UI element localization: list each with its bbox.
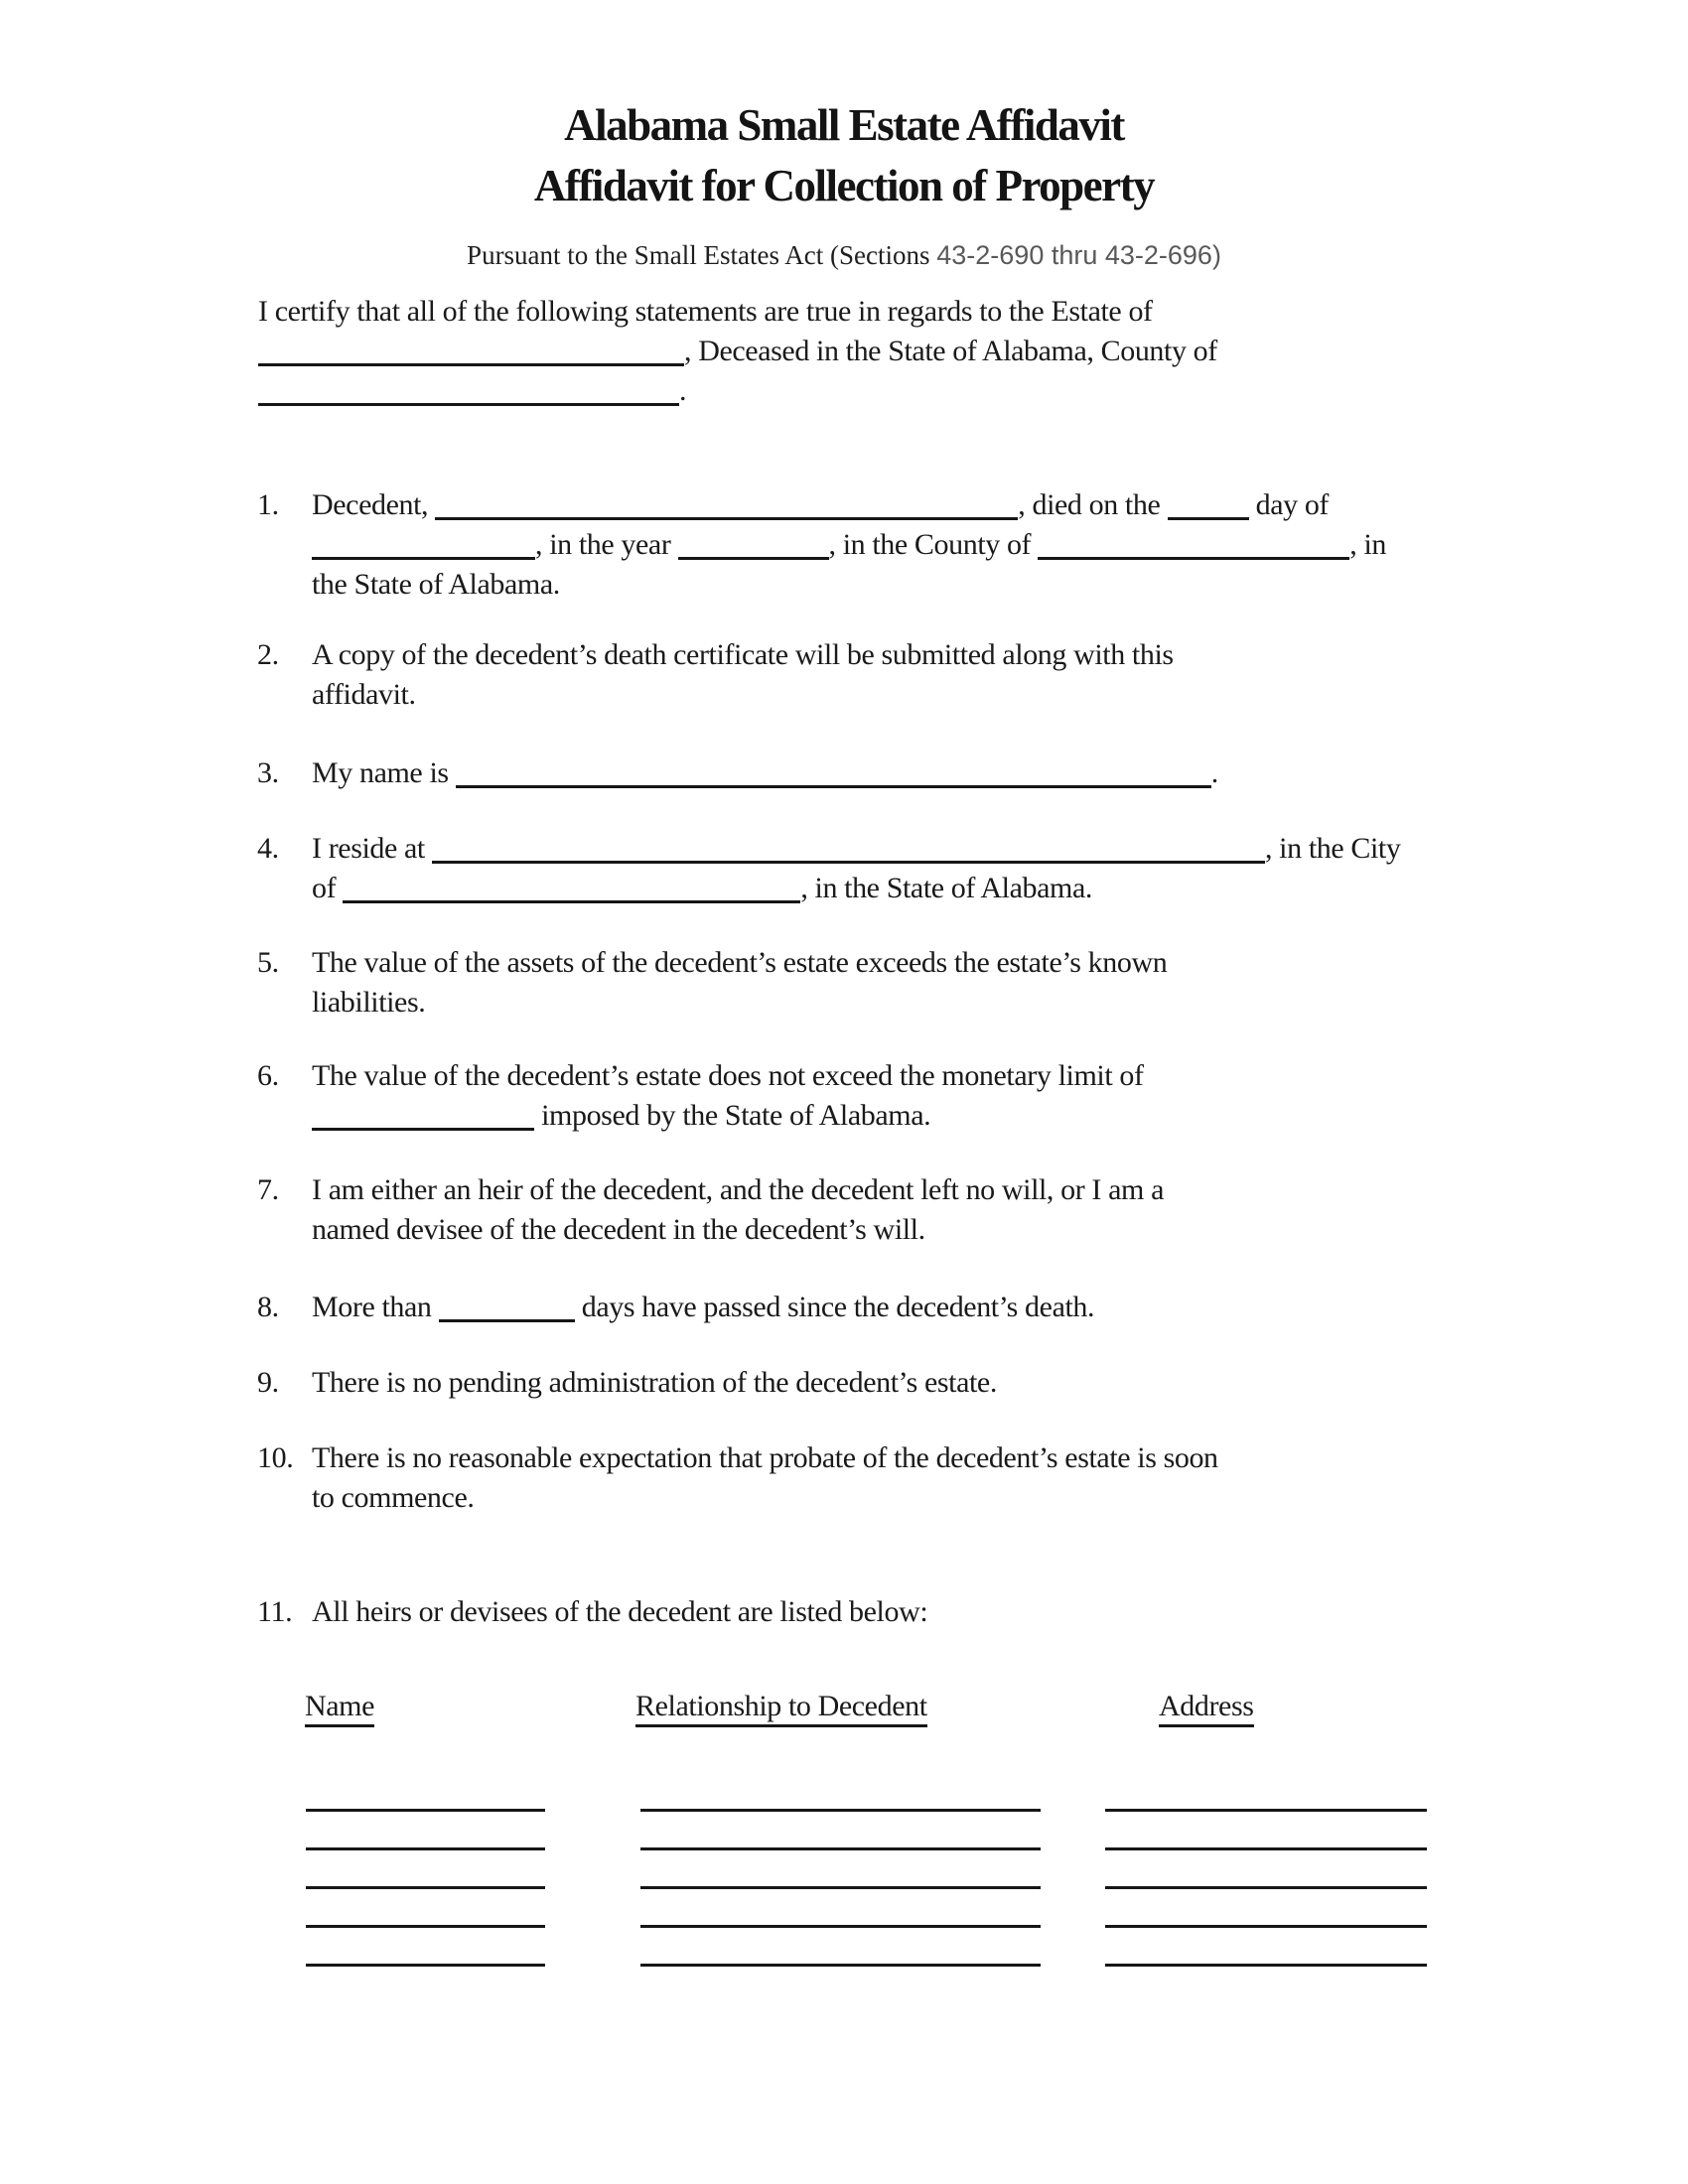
- subtitle-close-paren: ): [1211, 240, 1221, 270]
- heir-row-5-relationship-blank[interactable]: [640, 1964, 1041, 1967]
- item-4-text: I reside at: [312, 832, 425, 865]
- column-header-relationship: Relationship to Decedent: [635, 1690, 927, 1727]
- days-passed-blank[interactable]: [439, 1319, 575, 1322]
- item-3-body: [312, 753, 1508, 793]
- list-item-4: [257, 829, 1508, 908]
- item-4-text: of: [312, 872, 337, 904]
- item-number: 3.: [257, 756, 279, 789]
- item-1-body: [312, 485, 1508, 605]
- heir-row-1-relationship-blank[interactable]: [640, 1809, 1041, 1812]
- estate-of-blank[interactable]: [258, 363, 684, 366]
- item-number: 6.: [257, 1059, 279, 1092]
- item-1-text: the State of Alabama.: [312, 568, 560, 601]
- intro-line1: I certify that all of the following statements are true in regards to the Estate of: [258, 295, 1153, 328]
- item-3-text: .: [1210, 756, 1218, 789]
- item-number: 2.: [257, 638, 279, 671]
- item-11-text: All heirs or devisees of the decedent are listed below:: [312, 1595, 928, 1628]
- item-number: 1.: [257, 488, 279, 521]
- heir-row-3-address-blank[interactable]: [1105, 1886, 1427, 1889]
- heir-row-1-address-blank[interactable]: [1105, 1809, 1427, 1812]
- item-8-body: [312, 1288, 1508, 1327]
- list-item-7: [257, 1170, 1508, 1250]
- item-6-text: The value of the decedent’s estate does not exceed the monetary limit of: [312, 1059, 1144, 1092]
- subtitle-prefix: Pursuant to the Small Estates Act (Sections: [467, 240, 937, 270]
- item-1-text: , in the year: [535, 528, 671, 561]
- death-month-blank[interactable]: [312, 557, 535, 560]
- item-5-text: liabilities.: [312, 986, 426, 1019]
- item-2-body: [312, 635, 1508, 715]
- item-1-text: Decedent,: [312, 488, 429, 521]
- heir-row-5-address-blank[interactable]: [1105, 1964, 1427, 1967]
- county-of-blank[interactable]: [258, 403, 679, 406]
- heir-row-1-name-blank[interactable]: [306, 1809, 545, 1812]
- item-number: 4.: [257, 832, 279, 865]
- item-number: 10.: [257, 1441, 294, 1474]
- column-header-name: Name: [305, 1690, 374, 1727]
- item-9-body: [312, 1363, 1508, 1403]
- item-10-body: [312, 1438, 1508, 1518]
- item-5-text: The value of the assets of the decedent’s estate exceeds the estate’s known: [312, 946, 1168, 979]
- item-2-text: A copy of the decedent’s death certificate will be submitted along with this: [312, 638, 1174, 671]
- item-number: 8.: [257, 1291, 279, 1323]
- document-title-line1: Alabama Small Estate Affidavit: [564, 100, 1124, 150]
- item-1-text: day of: [1255, 488, 1330, 521]
- intro-paragraph: [258, 292, 1509, 411]
- item-10-text: to commence.: [312, 1481, 475, 1514]
- item-1-text: , in: [1349, 528, 1387, 561]
- list-item-10: [257, 1438, 1508, 1518]
- item-4-text: , in the State of Alabama.: [800, 872, 1092, 904]
- item-8-text: More than: [312, 1291, 432, 1323]
- item-1-text: , in the County of: [828, 528, 1032, 561]
- heir-row-4-relationship-blank[interactable]: [640, 1925, 1041, 1928]
- column-header-address: Address: [1159, 1690, 1254, 1727]
- heir-row-3-name-blank[interactable]: [306, 1886, 545, 1889]
- heir-row-2-address-blank[interactable]: [1105, 1847, 1427, 1850]
- monetary-limit-blank[interactable]: [312, 1128, 534, 1131]
- item-number: 11.: [257, 1595, 293, 1628]
- item-number: 9.: [257, 1366, 279, 1399]
- affiant-name-blank[interactable]: [456, 785, 1211, 788]
- heir-row-5-name-blank[interactable]: [306, 1964, 545, 1967]
- item-number: 5.: [257, 946, 279, 979]
- item-2-text: affidavit.: [312, 678, 416, 711]
- death-year-blank[interactable]: [678, 557, 829, 560]
- death-day-blank[interactable]: [1168, 517, 1249, 520]
- item-7-text: I am either an heir of the decedent, and the decedent left no will, or I am a: [312, 1173, 1164, 1206]
- heir-row-4-address-blank[interactable]: [1105, 1925, 1427, 1928]
- list-item-2: [257, 635, 1508, 715]
- item-3-text: My name is: [312, 756, 449, 789]
- item-11-body: [312, 1592, 1508, 1632]
- item-4-body: [312, 829, 1508, 908]
- list-item-8: [257, 1288, 1508, 1327]
- decedent-name-blank[interactable]: [435, 517, 1018, 520]
- death-county-blank[interactable]: [1038, 557, 1349, 560]
- item-1-text: , died on the: [1018, 488, 1161, 521]
- list-item-5: [257, 943, 1508, 1023]
- residence-city-blank[interactable]: [343, 900, 800, 903]
- item-6-text: imposed by the State of Alabama.: [541, 1099, 931, 1132]
- list-item-11: [257, 1592, 1508, 1632]
- heir-row-2-name-blank[interactable]: [306, 1847, 545, 1850]
- intro-line2: , Deceased in the State of Alabama, County of: [684, 335, 1217, 367]
- intro-line3: .: [679, 374, 687, 407]
- heir-row-4-name-blank[interactable]: [306, 1925, 545, 1928]
- item-5-body: [312, 943, 1508, 1023]
- list-item-6: [257, 1056, 1508, 1136]
- item-9-text: There is no pending administration of the decedent’s estate.: [312, 1366, 997, 1399]
- residence-address-blank[interactable]: [432, 861, 1265, 864]
- item-8-text: days have passed since the decedent’s death.: [581, 1291, 1095, 1323]
- heir-row-3-relationship-blank[interactable]: [640, 1886, 1041, 1889]
- heir-row-2-relationship-blank[interactable]: [640, 1847, 1041, 1850]
- item-7-text: named devisee of the decedent in the decedent’s will.: [312, 1213, 925, 1246]
- document-title: [0, 95, 1688, 216]
- list-item-1: [257, 485, 1508, 605]
- list-item-3: [257, 753, 1508, 793]
- list-item-9: [257, 1363, 1508, 1403]
- statute-section-range: 43-2-690 thru 43-2-696: [936, 240, 1212, 270]
- item-number: 7.: [257, 1173, 279, 1206]
- item-7-body: [312, 1170, 1508, 1250]
- document-subtitle: [0, 238, 1688, 272]
- item-4-text: , in the City: [1264, 832, 1401, 865]
- item-6-body: [312, 1056, 1508, 1136]
- item-10-text: There is no reasonable expectation that probate of the decedent’s estate is soon: [312, 1441, 1218, 1474]
- document-title-line2: Affidavit for Collection of Property: [533, 161, 1155, 210]
